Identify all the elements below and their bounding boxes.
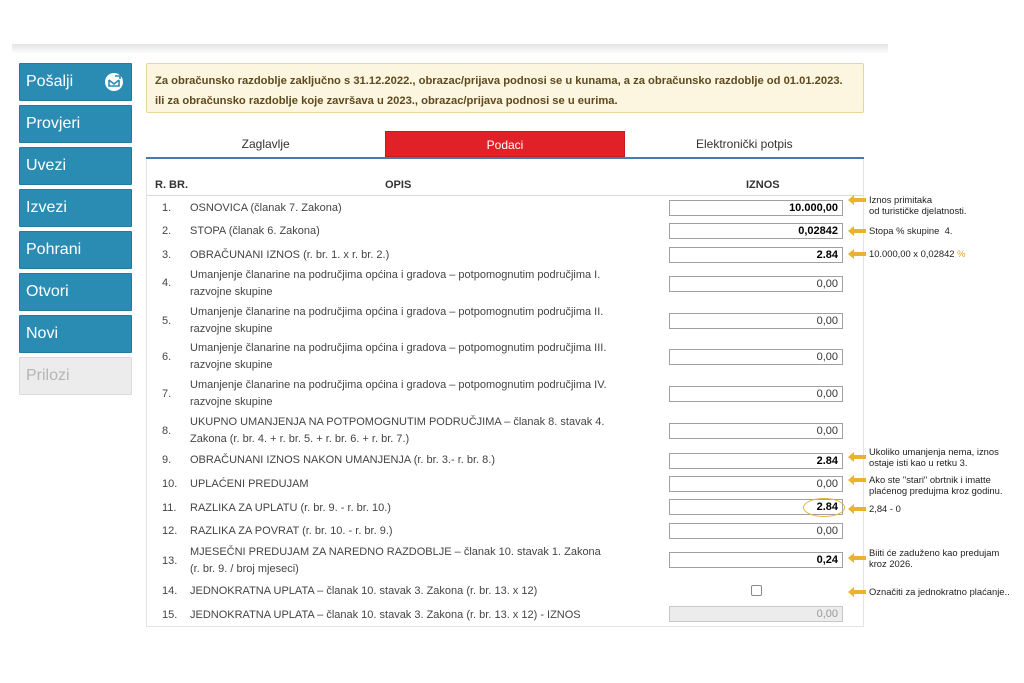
ukupno-umanjenja-field[interactable]: 0,00 xyxy=(669,423,843,439)
row-description: OSNOVICA (članak 7. Zakona) xyxy=(190,202,342,214)
jednokratna-iznos-field: 0,00 xyxy=(669,606,843,622)
tab-signature[interactable]: Elektronički potpis xyxy=(695,137,793,151)
annotation-text xyxy=(869,248,965,259)
arrow-left-icon xyxy=(848,195,866,205)
tab-header[interactable]: Zaglavlje xyxy=(241,137,290,151)
row-number: 11. xyxy=(162,502,177,514)
row-description: Umanjenje članarine na područjima općina i gradova – potpomognutim područjima I. razvojne skupine xyxy=(190,269,601,298)
umanjenje-4-input[interactable]: 0,00 xyxy=(669,386,843,402)
save-button-label: Pohrani xyxy=(26,241,82,258)
row-description: STOPA (članak 6. Zakona) xyxy=(190,225,320,237)
annotation-text: Ukoliko umanjenja nema, iznos ostaje isti kao u retku 3. xyxy=(869,446,999,468)
row-number: 4. xyxy=(162,277,172,289)
annotation xyxy=(848,474,1002,496)
export-button[interactable] xyxy=(19,189,132,227)
annotation xyxy=(848,194,966,216)
row-number: 9. xyxy=(162,454,172,466)
arrow-left-icon xyxy=(848,504,866,514)
attachments-button-label: Prilozi xyxy=(26,367,70,384)
import-button-label: Uvezi xyxy=(26,157,67,174)
umanjenje-1-input[interactable]: 0,00 xyxy=(669,276,843,292)
top-bar xyxy=(12,44,888,54)
row-description: UKUPNO UMANJENJA NA POTPOMOGNUTIM PODRUČJIMA – članak 8. stavak 4. Zakona (r. br. 4. + r. br. 5. + r. br. 6. + r. br. 7.) xyxy=(190,416,605,445)
new-button-label: Novi xyxy=(26,325,59,342)
annotation xyxy=(848,446,999,468)
notice-line-1: Za obračunsko razdoblje zaključno s 31.12.2022., obrazac/prijava podnosi se u kunama, a za obračunsko razdoblje od 01.01.2023. xyxy=(155,75,843,87)
import-button[interactable] xyxy=(19,147,132,185)
umanjenje-3-input[interactable]: 0,00 xyxy=(669,349,843,365)
annotation-text: Biiti će zaduženo kao predujam kroz 2026. xyxy=(869,547,1000,569)
razlika-za-povrat-field[interactable]: 0,00 xyxy=(669,523,843,539)
row-number: 10. xyxy=(162,478,178,490)
row-number: 3. xyxy=(162,249,172,261)
send-mail-icon xyxy=(103,71,125,93)
row-description: RAZLIKA ZA POVRAT (r. br. 10. - r. br. 9.) xyxy=(190,525,393,537)
mjesecni-predujam-field[interactable]: 0,24 xyxy=(669,552,843,568)
row-description: OBRAČUNANI IZNOS (r. br. 1. x r. br. 2.) xyxy=(190,249,390,261)
row-number: 8. xyxy=(162,425,172,437)
arrow-left-icon xyxy=(848,587,866,597)
col-header-opis: OPIS xyxy=(385,179,412,191)
row-description: Umanjenje članarine na područjima općina i gradova – potpomognutim područjima III. razvojne skupine xyxy=(190,342,607,371)
notice-line-2: ili za obračunsko razdoblje koje završava u 2023., obrazac/prijava podnosi se u eurima. xyxy=(155,95,618,107)
row-number: 14. xyxy=(162,585,178,597)
annotation-text: Stopa % skupine 4. xyxy=(869,225,953,236)
header-divider xyxy=(147,195,863,196)
form-panel xyxy=(146,159,864,627)
osnovica-input[interactable]: 10.000,00 xyxy=(669,200,843,216)
annotation xyxy=(848,586,1010,597)
annotation-text: Ako ste "stari" obrtnik i imatte plaćenog predujma kroz godinu. xyxy=(869,474,1003,496)
row-number: 13. xyxy=(162,555,178,567)
save-button[interactable] xyxy=(19,231,132,269)
umanjenje-2-input[interactable]: 0,00 xyxy=(669,313,843,329)
row-description: Umanjenje članarine na područjima općina i gradova – potpomognutim područjima II. razvojne skupine xyxy=(190,306,604,335)
stopa-input[interactable]: 0,02842 xyxy=(669,223,843,239)
open-button[interactable] xyxy=(19,273,132,311)
row-number: 7. xyxy=(162,388,172,400)
col-header-iznos: IZNOS xyxy=(746,179,780,191)
arrow-left-icon xyxy=(848,553,866,563)
annotation xyxy=(848,503,901,514)
row-description: JEDNOKRATNA UPLATA – članak 10. stavak 3. Zakona (r. br. 13. x 12) - IZNOS xyxy=(190,609,581,621)
arrow-left-icon xyxy=(848,452,866,462)
row-description: RAZLIKA ZA UPLATU (r. br. 9. - r. br. 10.) xyxy=(190,502,391,514)
annotation xyxy=(848,248,965,259)
row-number: 12. xyxy=(162,525,178,537)
row-number: 2. xyxy=(162,225,172,237)
annotation-formula: 10.000,00 x 0,02842 xyxy=(869,248,955,259)
highlight-circle xyxy=(803,498,845,517)
arrow-left-icon xyxy=(848,226,866,236)
row-description: MJESEČNI PREDUJAM ZA NAREDNO RAZDOBLJE – članak 10. stavak 1. Zakona (r. br. 9. / broj mjeseci) xyxy=(190,546,601,575)
export-button-label: Izvezi xyxy=(26,199,67,216)
row-number: 1. xyxy=(162,202,172,214)
arrow-left-icon xyxy=(848,249,866,259)
validate-button-label: Provjeri xyxy=(26,115,81,132)
col-header-rbr: R. BR. xyxy=(155,179,188,191)
row-number: 15. xyxy=(162,609,178,621)
razlika-za-uplatu-field[interactable]: 2.84 xyxy=(669,499,843,515)
currency-notice xyxy=(146,63,864,113)
annotation-text: 2,84 - 0 xyxy=(869,503,901,514)
annotation xyxy=(848,547,999,569)
new-button[interactable] xyxy=(19,315,132,353)
uplaceni-predujam-input[interactable]: 0,00 xyxy=(669,476,843,492)
row-number: 6. xyxy=(162,351,172,363)
tab-data[interactable]: Podaci xyxy=(385,131,624,157)
row-description: Umanjenje članarine na područjima općina i gradova – potpomognutim područjima IV. razvojne skupine xyxy=(190,379,607,408)
percent-sign: % xyxy=(957,248,966,259)
row-number: 5. xyxy=(162,315,172,327)
tab-bar xyxy=(146,131,864,159)
jednokratna-uplata-checkbox[interactable] xyxy=(751,585,762,596)
row-description: OBRAČUNANI IZNOS NAKON UMANJENJA (r. br. 3.- r. br. 8.) xyxy=(190,454,495,466)
arrow-left-icon xyxy=(848,475,866,485)
annotation-text: Iznos primitaka od turističke djelatnosti. xyxy=(869,194,967,216)
send-button[interactable] xyxy=(19,63,132,101)
send-button-label: Pošalji xyxy=(26,73,74,90)
open-button-label: Otvori xyxy=(26,283,69,300)
validate-button[interactable] xyxy=(19,105,132,143)
attachments-button xyxy=(19,357,132,395)
iznos-nakon-umanjenja-field[interactable]: 2.84 xyxy=(669,453,843,469)
row-description: UPLAĆENI PREDUJAM xyxy=(190,478,309,490)
annotation-text: Označiti za jednokratno plaćanje.. xyxy=(869,586,1010,597)
row-description: JEDNOKRATNA UPLATA – članak 10. stavak 3. Zakona (r. br. 13. x 12) xyxy=(190,585,538,597)
annotation xyxy=(848,225,952,236)
obracunani-iznos-field[interactable]: 2.84 xyxy=(669,247,843,263)
sidebar xyxy=(19,63,132,399)
